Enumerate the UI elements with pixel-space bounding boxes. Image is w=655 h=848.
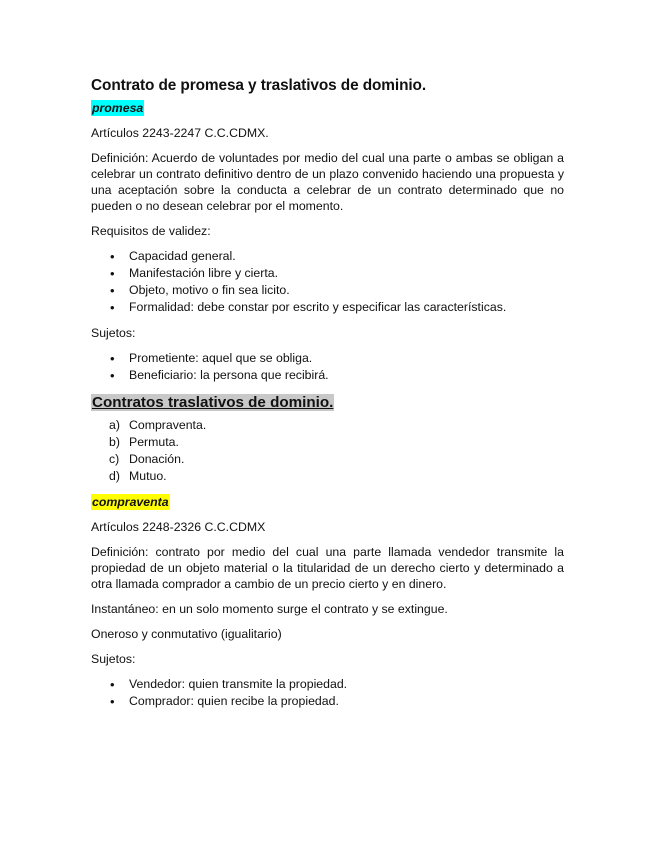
document-title: Contrato de promesa y traslativos de dominio. xyxy=(91,77,427,94)
list-item-text: Mutuo. xyxy=(129,469,167,483)
bullet-icon: • xyxy=(110,283,115,298)
compraventa-tag-line xyxy=(91,494,564,510)
list-item xyxy=(91,434,564,451)
list-item xyxy=(91,367,564,384)
bullet-icon: • xyxy=(110,694,115,709)
compraventa-oneroso: Oneroso y conmutativo (igualitario) xyxy=(91,627,282,641)
list-marker: a) xyxy=(109,418,120,432)
list-item-text: Capacidad general. xyxy=(129,249,236,263)
list-item xyxy=(91,468,564,485)
compraventa-instantaneo: Instantáneo: en un solo momento surge el contrato y se extingue. xyxy=(91,602,448,616)
list-item xyxy=(91,693,564,710)
requisitos-label: Requisitos de validez: xyxy=(91,224,211,238)
promesa-sujetos-label: Sujetos: xyxy=(91,326,136,340)
bullet-icon: • xyxy=(110,266,115,281)
bullet-icon: • xyxy=(110,677,115,692)
list-item-text: Vendedor: quien transmite la propiedad. xyxy=(129,677,348,691)
compraventa-highlight-tag: compraventa xyxy=(92,495,169,509)
list-item xyxy=(91,248,564,265)
list-item xyxy=(91,676,564,693)
list-marker: b) xyxy=(109,435,120,449)
list-item-text: Manifestación libre y cierta. xyxy=(129,266,278,280)
list-item-text: Permuta. xyxy=(129,435,179,449)
bullet-icon: • xyxy=(110,368,115,383)
list-item-text: Objeto, motivo o fin sea licito. xyxy=(129,283,290,297)
list-item-text: Prometiente: aquel que se obliga. xyxy=(129,351,313,365)
compraventa-definition: Definición: contrato por medio del cual una parte llamada vendedor transmite la propiedad de un objeto material o la titularidad de un derecho cierto y determinado a otra llamada comprador a cambio de un precio cierto y en dinero. xyxy=(91,545,564,591)
compraventa-articles: Artículos 2248-2326 C.C.CDMX xyxy=(91,520,266,534)
list-item xyxy=(91,350,564,367)
requisitos-list xyxy=(91,248,564,316)
bullet-icon: • xyxy=(110,300,115,315)
bullet-icon: • xyxy=(110,351,115,366)
promesa-sujetos-list xyxy=(91,350,564,384)
traslativos-heading xyxy=(91,393,564,413)
list-item xyxy=(91,451,564,468)
compraventa-sujetos-list xyxy=(91,676,564,710)
list-item xyxy=(91,299,564,316)
list-item-text: Donación. xyxy=(129,452,185,466)
list-item-text: Comprador: quien recibe la propiedad. xyxy=(129,694,339,708)
list-item-text: Beneficiario: la persona que recibirá. xyxy=(129,368,329,382)
promesa-highlight-tag: promesa xyxy=(92,101,144,115)
promesa-definition: Definición: Acuerdo de voluntades por medio del cual una parte o ambas se obligan a celebrar un contrato definitivo dentro de un plazo convenido haciendo una propuesta y una aceptación sobre la conducta a celebrar de un contrato determinado que no pueden o no desean celebrar por el momento. xyxy=(91,151,564,213)
list-marker: d) xyxy=(109,469,120,483)
compraventa-sujetos-label: Sujetos: xyxy=(91,652,136,666)
document-page xyxy=(91,76,564,719)
traslativos-list xyxy=(91,417,564,485)
list-item xyxy=(91,417,564,434)
promesa-tag-line xyxy=(91,100,564,116)
list-item-text: Compraventa. xyxy=(129,418,207,432)
list-item xyxy=(91,282,564,299)
promesa-articles: Artículos 2243-2247 C.C.CDMX. xyxy=(91,126,269,140)
list-item xyxy=(91,265,564,282)
bullet-icon: • xyxy=(110,249,115,264)
traslativos-heading-text: Contratos traslativos de dominio. xyxy=(92,394,334,411)
list-item-text: Formalidad: debe constar por escrito y especificar las características. xyxy=(129,300,507,314)
list-marker: c) xyxy=(109,452,120,466)
